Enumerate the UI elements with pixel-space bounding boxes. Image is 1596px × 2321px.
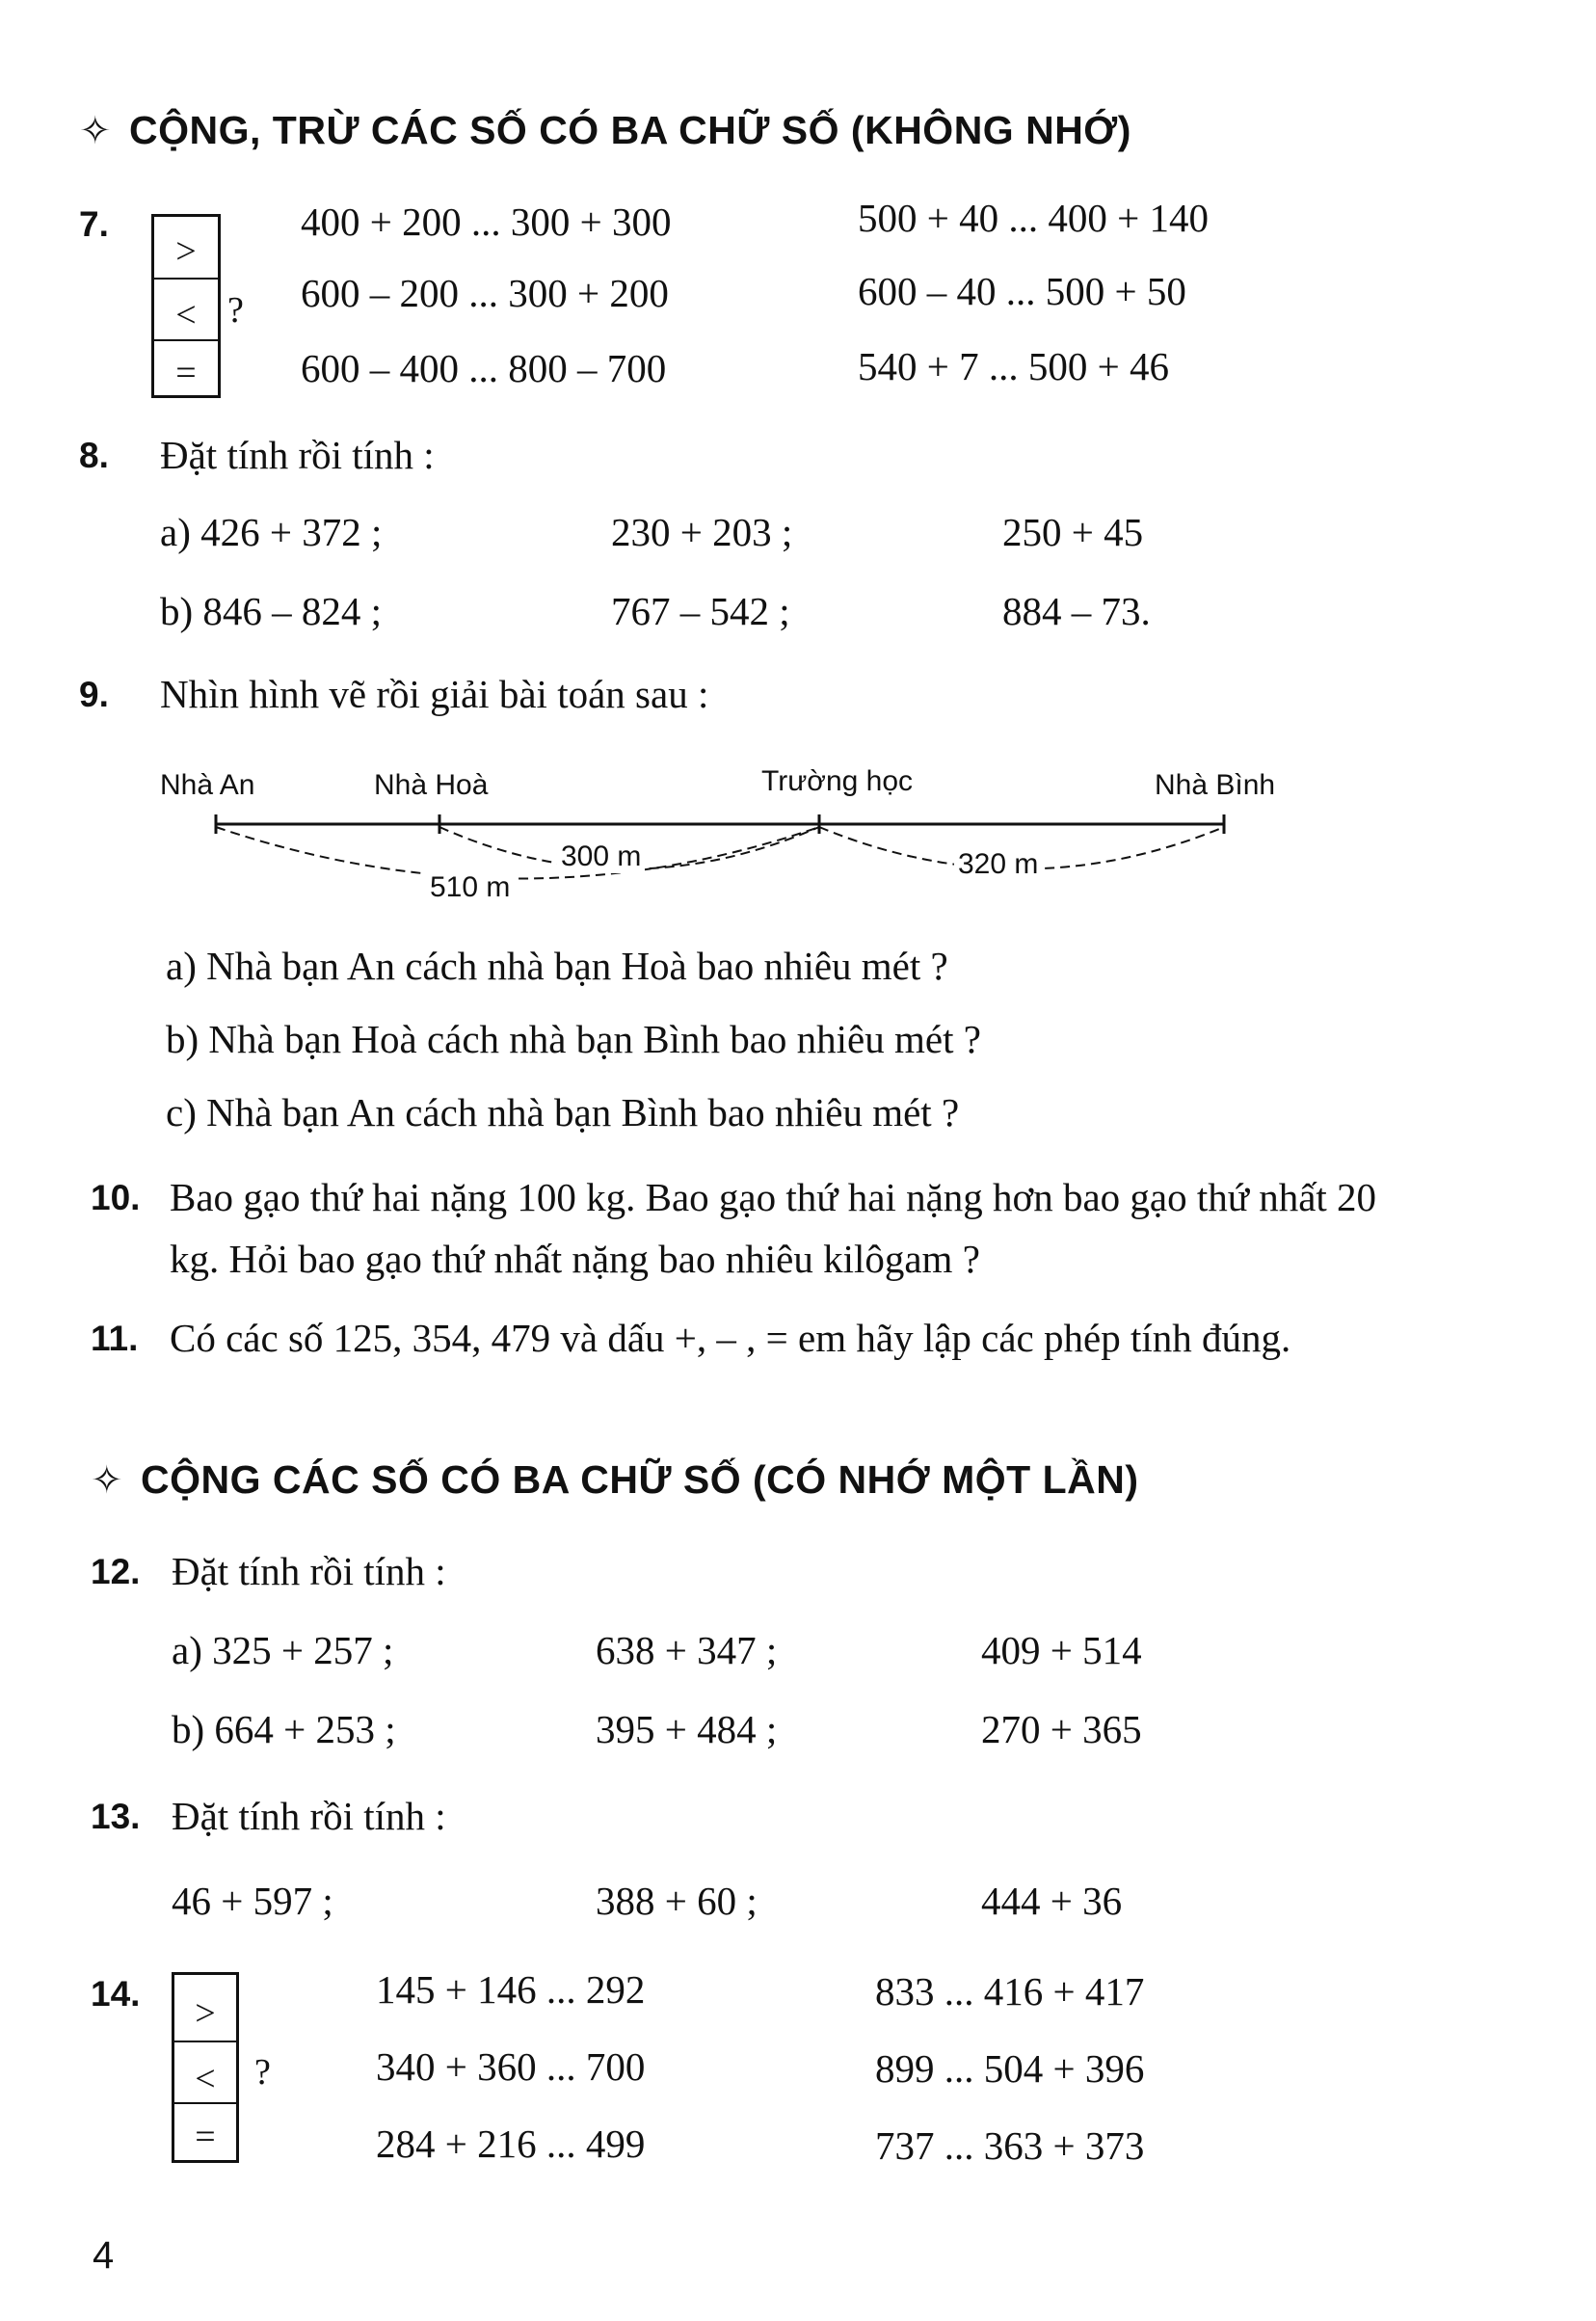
calc-item: 230 + 203 ;: [611, 510, 793, 554]
place-label-nha-hoa: Nhà Hoà: [374, 769, 489, 801]
calc-item: a) 426 + 372 ;: [160, 510, 383, 554]
calc-item: 250 + 45: [1002, 510, 1144, 554]
calc-item: 409 + 514: [981, 1628, 1142, 1672]
distance-label-510m: 510 m: [426, 871, 514, 904]
exercise-instruction: Đặt tính rồi tính :: [160, 433, 435, 477]
calc-item: 884 – 73.: [1002, 589, 1151, 633]
diamond-bullet-icon: ✧: [91, 1458, 124, 1502]
calc-item: b) 664 + 253 ;: [172, 1707, 396, 1751]
calc-item: 270 + 365: [981, 1707, 1142, 1751]
distance-label-300m: 300 m: [557, 840, 645, 873]
exercise-instruction: Đặt tính rồi tính :: [172, 1549, 446, 1593]
comparison-item: 400 + 200 ... 300 + 300: [301, 200, 672, 244]
calc-item: 395 + 484 ;: [596, 1707, 778, 1751]
calc-item: a) 325 + 257 ;: [172, 1628, 394, 1672]
place-label-nha-binh: Nhà Bình: [1155, 769, 1276, 801]
comparison-item: 899 ... 504 + 396: [875, 2046, 1145, 2091]
exercise-number: 13.: [91, 1797, 141, 1836]
comparison-item: 540 + 7 ... 500 + 46: [858, 344, 1169, 388]
exercise-number: 10.: [91, 1178, 141, 1217]
exercise-number: 9.: [79, 675, 109, 714]
exercise-number: 11.: [91, 1319, 139, 1358]
distance-diagram: [0, 0, 1596, 925]
diamond-bullet-icon: ✧: [79, 109, 113, 152]
exercise-instruction: Đặt tính rồi tính :: [172, 1794, 446, 1838]
calc-item: 388 + 60 ;: [596, 1879, 758, 1923]
question-item: b) Nhà bạn Hoà cách nhà bạn Bình bao nhiêu mét ?: [166, 1017, 981, 1061]
problem-text: Bao gạo thứ hai nặng 100 kg. Bao gạo thứ hai nặng hơn bao gạo thứ nhất 20: [170, 1175, 1377, 1219]
place-label-truong-hoc: Trường học: [761, 765, 914, 797]
page-number: 4: [93, 2234, 115, 2277]
question-item: c) Nhà bạn An cách nhà bạn Bình bao nhiêu mét ?: [166, 1090, 960, 1134]
greater-than-sign: >: [175, 231, 197, 272]
comparison-item: 600 – 400 ... 800 – 700: [301, 346, 667, 390]
problem-text: Có các số 125, 354, 479 và dấu +, – , = em hãy lập các phép tính đúng.: [170, 1316, 1291, 1360]
section-title: CỘNG, TRỪ CÁC SỐ CÓ BA CHỮ SỐ (KHÔNG NHỚ): [129, 108, 1131, 152]
question-item: a) Nhà bạn An cách nhà bạn Hoà bao nhiêu mét ?: [166, 944, 948, 988]
exercise-number: 7.: [79, 204, 109, 244]
equal-sign: =: [195, 2117, 216, 2157]
exercise-number: 8.: [79, 436, 109, 475]
calc-item: 46 + 597 ;: [172, 1879, 333, 1923]
calc-item: 767 – 542 ;: [611, 589, 790, 633]
question-mark: ?: [227, 290, 244, 331]
comparison-item: 500 + 40 ... 400 + 140: [858, 196, 1209, 240]
exercise-number: 14.: [91, 1974, 141, 2014]
calc-item: 638 + 347 ;: [596, 1628, 778, 1672]
question-mark: ?: [254, 2052, 271, 2093]
comparison-item: 340 + 360 ... 700: [376, 2044, 646, 2089]
divider: [174, 2041, 236, 2042]
greater-than-sign: >: [195, 1993, 216, 2034]
comparison-item: 600 – 200 ... 300 + 200: [301, 271, 669, 315]
calc-item: 444 + 36: [981, 1879, 1123, 1923]
comparison-item: 833 ... 416 + 417: [875, 1969, 1145, 2014]
less-than-sign: <: [175, 295, 197, 335]
brace-510m: [216, 827, 819, 879]
section-title: CỘNG CÁC SỐ CÓ BA CHỮ SỐ (CÓ NHỚ MỘT LẦN): [141, 1457, 1139, 1502]
equal-sign: =: [175, 353, 197, 393]
comparison-sign-box: [172, 1972, 239, 2163]
comparison-item: 737 ... 363 + 373: [875, 2123, 1145, 2168]
calc-item: b) 846 – 824 ;: [160, 589, 383, 633]
exercise-instruction: Nhìn hình vẽ rồi giải bài toán sau :: [160, 672, 709, 716]
place-label-nha-an: Nhà An: [160, 769, 255, 801]
comparison-item: 600 – 40 ... 500 + 50: [858, 269, 1186, 313]
section-heading-2: [91, 1457, 1139, 1503]
comparison-item: 284 + 216 ... 499: [376, 2121, 646, 2166]
divider: [174, 2102, 236, 2104]
problem-text: kg. Hỏi bao gạo thứ nhất nặng bao nhiêu kilôgam ?: [170, 1237, 980, 1281]
less-than-sign: <: [195, 2059, 216, 2099]
exercise-number: 12.: [91, 1552, 141, 1591]
distance-label-320m: 320 m: [954, 848, 1042, 881]
comparison-item: 145 + 146 ... 292: [376, 1967, 646, 2012]
